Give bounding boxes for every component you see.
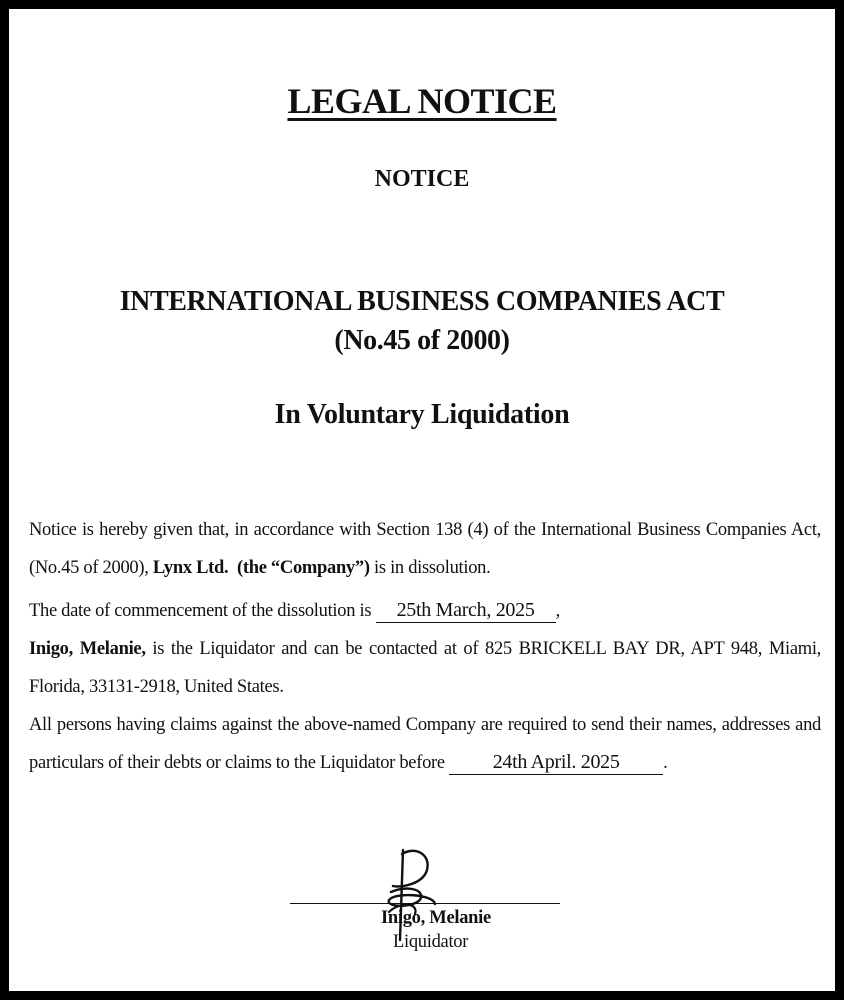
company-alias: (the “Company”) <box>236 558 370 578</box>
commencement-date: 25th March, 2025 <box>376 598 556 623</box>
commencement-end: , <box>555 601 560 621</box>
claims-paragraph <box>29 706 821 782</box>
liquidator-address-part-1: is the Liquidator and can be contacted at of 825 BRICKELL BAY DR, APT 948, Miami, <box>145 639 821 659</box>
signatory-role: Liquidator <box>393 932 469 952</box>
notice-heading: NOTICE <box>374 166 470 192</box>
legal-notice-title <box>9 81 835 121</box>
liquidator-line-2: Florida, 33131-2918, United States. <box>29 677 284 697</box>
signature-line <box>290 903 560 904</box>
act-number: (No.45 of 2000) <box>334 325 510 356</box>
claims-line-1: All persons having claims against the above-named Company are required to send their names, addresses and <box>29 715 821 735</box>
liquidator-name: Inigo, Melanie, <box>29 639 146 659</box>
liquidator-line-1 <box>29 630 821 668</box>
legal-notice-title-text: LEGAL NOTICE <box>287 81 557 121</box>
claims-deadline-date: 24th April. 2025 <box>449 750 663 775</box>
notice-line-2-end: is in dissolution. <box>369 558 491 578</box>
notice-line-1: Notice is hereby given that, in accordance with Section 138 (4) of the International Business Companies Act, <box>29 520 821 540</box>
claims-end: . <box>663 753 668 773</box>
notice-line-2-start: (No.45 of 2000), <box>29 558 153 578</box>
company-name: Lynx Ltd. <box>152 558 229 578</box>
notice-line-2 <box>29 549 821 587</box>
liquidation-status-heading: In Voluntary Liquidation <box>274 399 570 430</box>
act-title: INTERNATIONAL BUSINESS COMPANIES ACT <box>119 286 725 317</box>
notice-paragraph <box>29 511 821 587</box>
commencement-line <box>29 592 821 630</box>
commencement-label: The date of commencement of the dissolution is <box>29 601 376 621</box>
commencement-paragraph <box>29 592 821 630</box>
claims-label: particulars of their debts or claims to the Liquidator before <box>29 753 450 773</box>
claims-line-2 <box>29 744 821 782</box>
document-page <box>9 9 835 991</box>
signatory-name: Inigo, Melanie <box>381 908 491 928</box>
company-spacer <box>228 558 237 578</box>
liquidator-paragraph <box>29 630 821 706</box>
